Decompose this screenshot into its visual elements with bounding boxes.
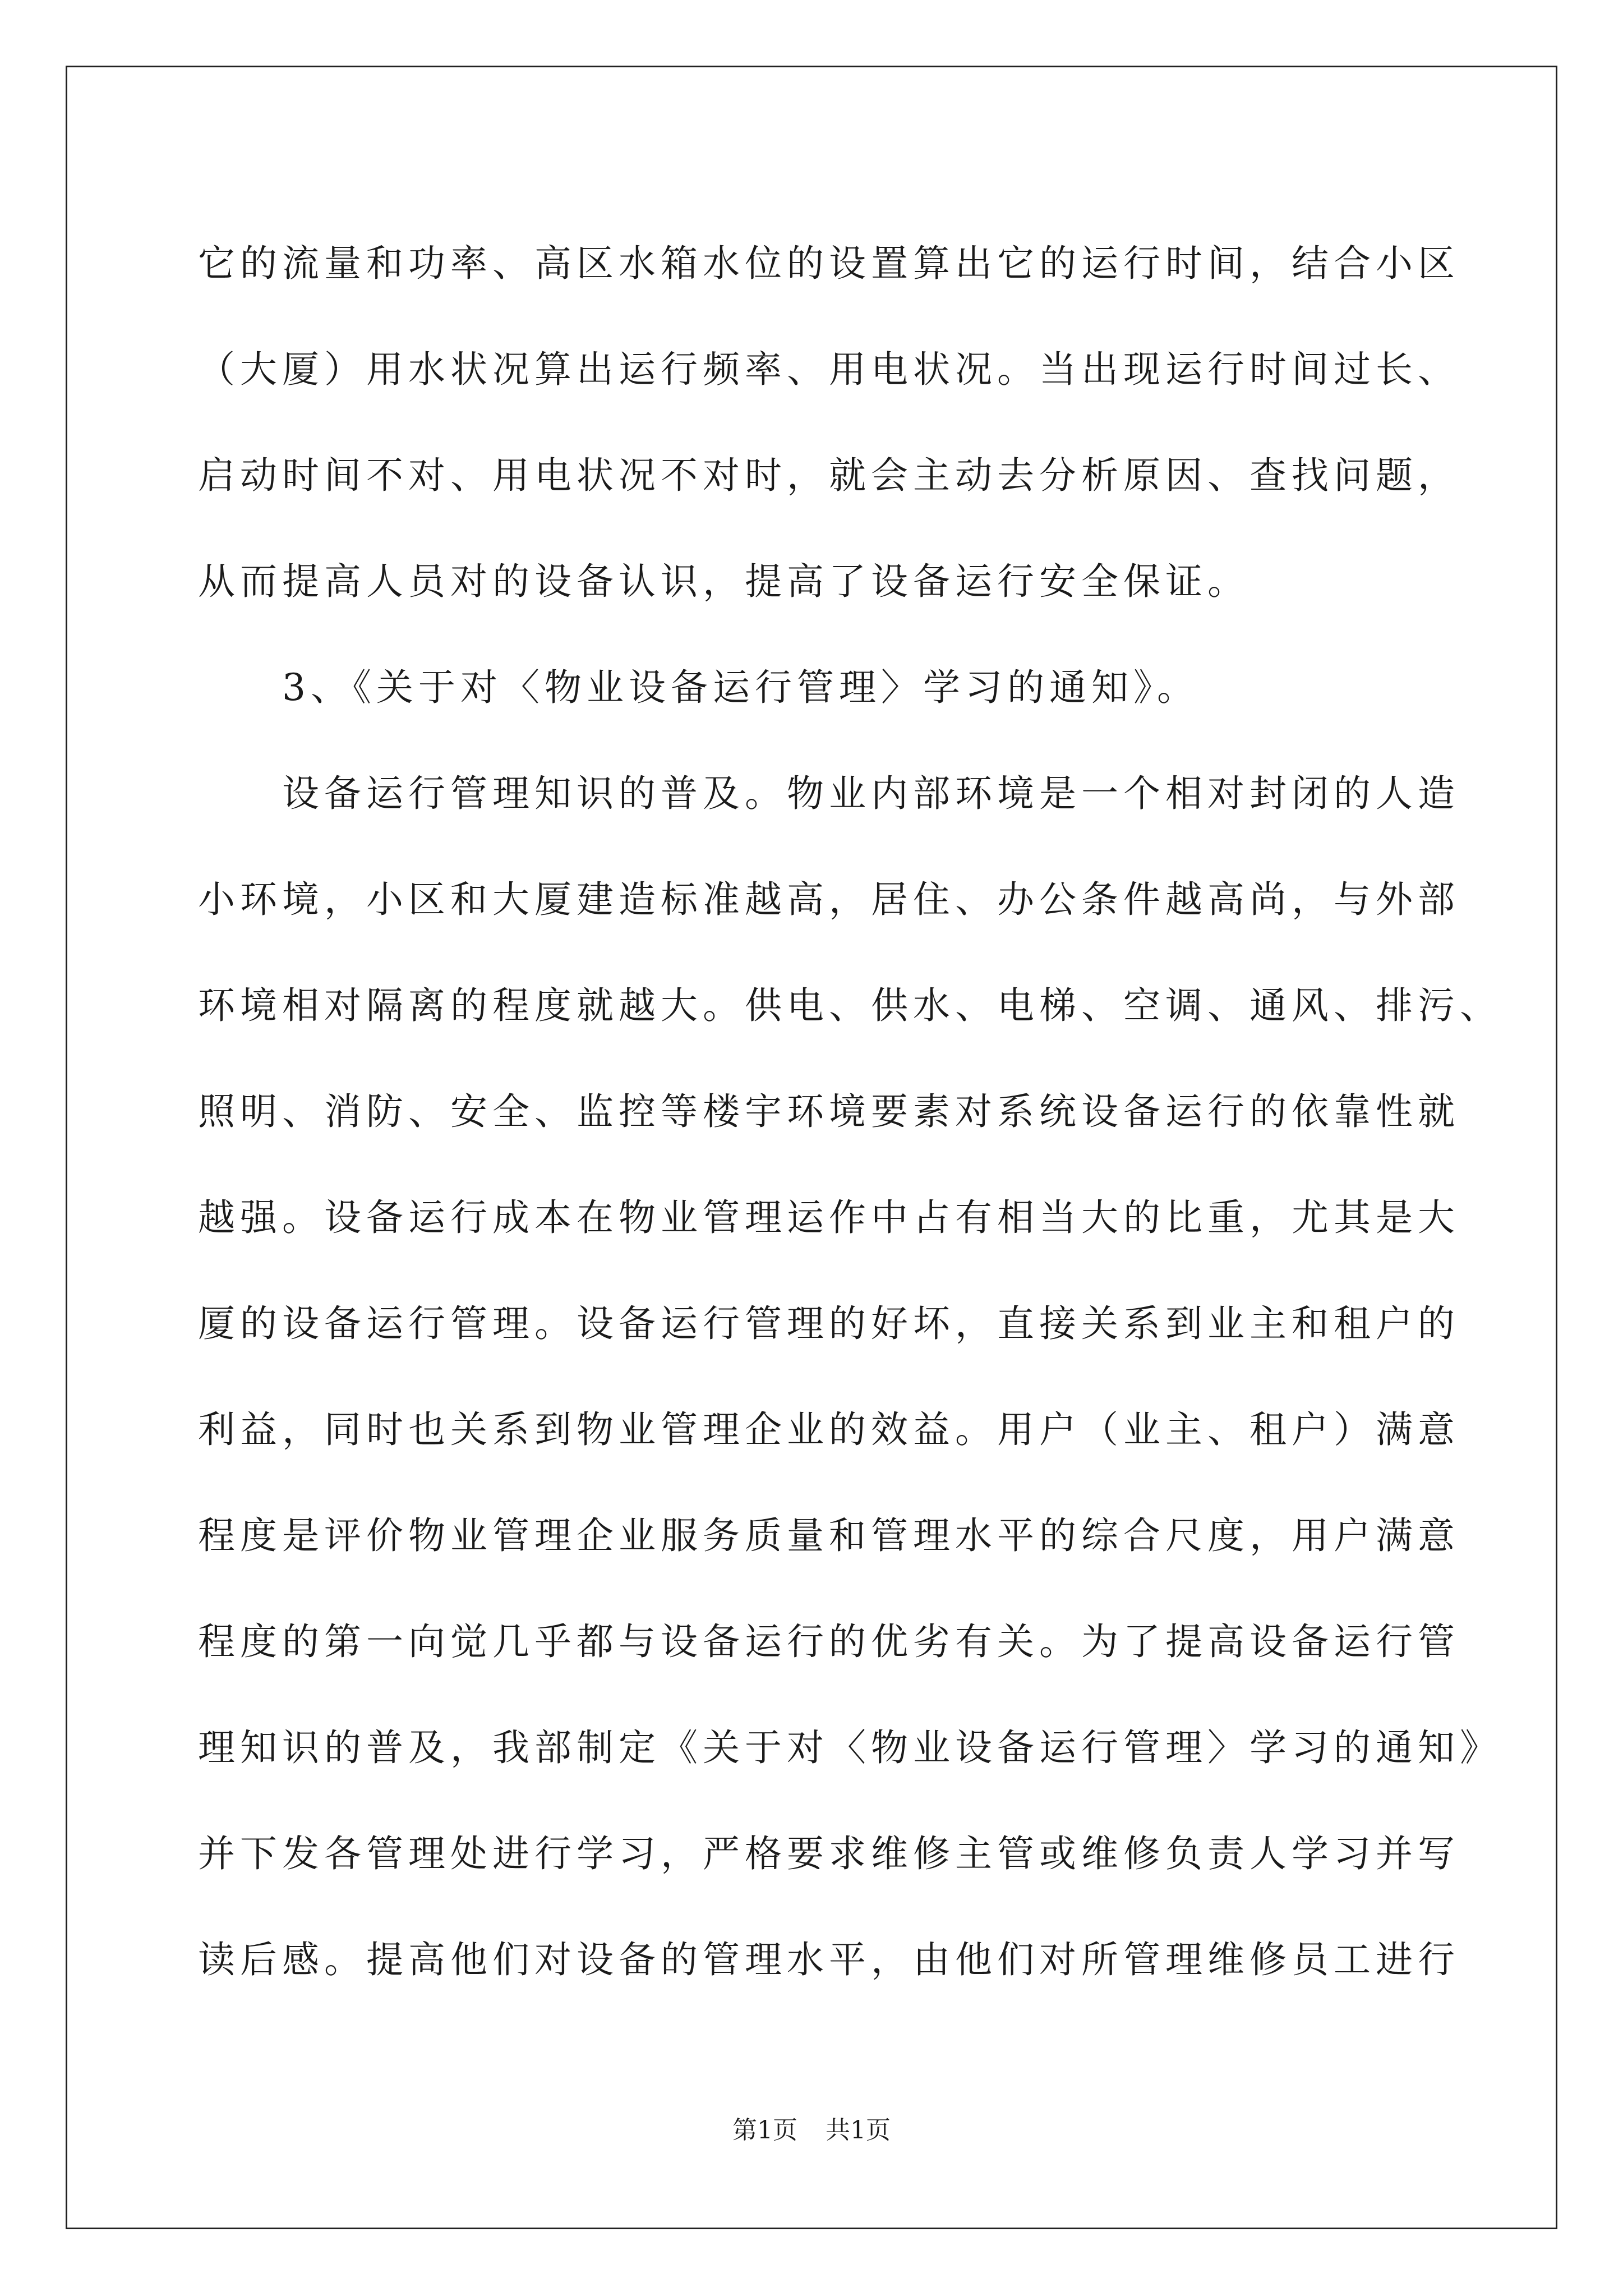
text-line: 越强。设备运行成本在物业管理运作中占有相当大的比重，尤其是大: [198, 1196, 1460, 1239]
text-line: 程度是评价物业管理企业服务质量和管理水平的综合尺度，用户满意: [198, 1514, 1460, 1557]
text-line: （大厦）用水状况算出运行频率、用电状况。当出现运行时间过长、: [198, 348, 1460, 391]
text-line: 环境相对隔离的程度就越大。供电、供水、电梯、空调、通风、排污、: [198, 984, 1502, 1027]
text-line: 从而提高人员对的设备认识，提高了设备运行安全保证。: [198, 560, 1249, 603]
text-line: 启动时间不对、用电状况不对时，就会主动去分析原因、查找问题，: [198, 454, 1460, 497]
page-footer: [0, 2114, 1623, 2147]
text-line: 它的流量和功率、高区水箱水位的设置算出它的运行时间，结合小区: [198, 242, 1460, 285]
text-line: 读后感。提高他们对设备的管理水平，由他们对所管理维修员工进行: [198, 1938, 1460, 1981]
document-body: [198, 210, 1502, 2013]
text-line: 并下发各管理处进行学习，严格要求维修主管或维修负责人学习并写: [198, 1832, 1460, 1875]
text-line: 利益，同时也关系到物业管理企业的效益。用户（业主、租户）满意: [198, 1408, 1460, 1451]
text-line: 照明、消防、安全、监控等楼宇环境要素对系统设备运行的依靠性就: [198, 1090, 1460, 1133]
text-line: 理知识的普及，我部制定《关于对〈物业设备运行管理〉学习的通知》: [198, 1726, 1502, 1769]
page-number-current: 第1页: [732, 2116, 797, 2145]
text-line: 程度的第一向觉几乎都与设备运行的优劣有关。为了提高设备运行管: [198, 1620, 1460, 1663]
text-line: 厦的设备运行管理。设备运行管理的好坏，直接关系到业主和租户的: [198, 1302, 1460, 1345]
text-line: 设备运行管理知识的普及。物业内部环境是一个相对封闭的人造: [282, 772, 1460, 815]
page-number-total: 共1页: [826, 2116, 891, 2145]
section-heading: 3、《关于对〈物业设备运行管理〉学习的通知》。: [282, 666, 1199, 709]
text-line: 小环境，小区和大厦建造标准越高，居住、办公条件越高尚，与外部: [198, 878, 1460, 921]
